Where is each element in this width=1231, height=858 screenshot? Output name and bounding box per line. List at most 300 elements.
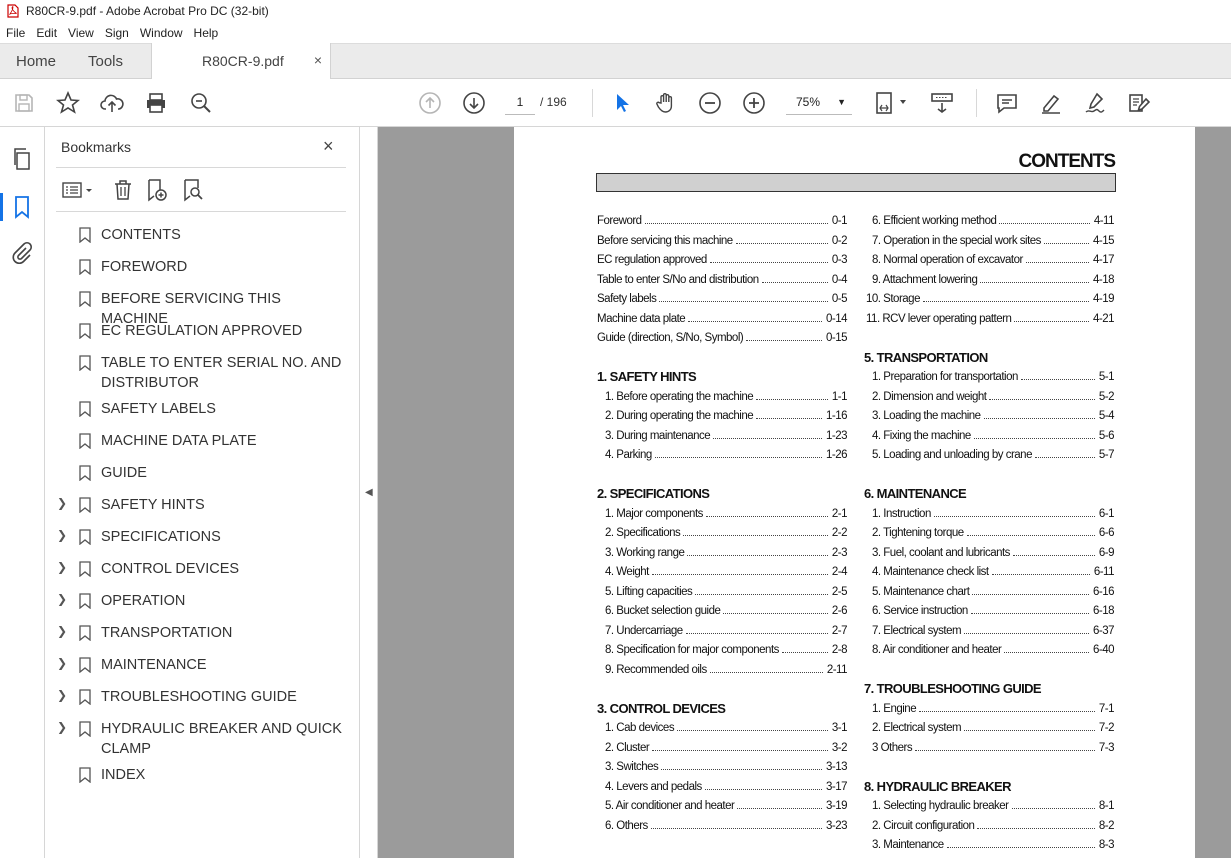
bookmark-star-icon[interactable] [56, 91, 80, 115]
toc-leader-dots [999, 223, 1089, 224]
toc-entry-page: 6-9 [1098, 546, 1114, 559]
toc-entry-page: 6-40 [1092, 644, 1114, 656]
toc-leader-dots [652, 574, 828, 575]
comment-icon[interactable] [995, 91, 1019, 115]
bookmark-icon [79, 433, 91, 449]
toc-entry[interactable] [597, 215, 847, 227]
select-cursor-icon[interactable] [610, 91, 634, 115]
toc-entry-title: Before servicing this machine [597, 234, 733, 247]
bookmark-label: BEFORE SERVICING THIS MACHINE [101, 291, 281, 327]
toc-entry-title: 2. During operating the machine [605, 410, 754, 422]
toc-leader-dots [655, 457, 822, 458]
toc-entry-page: 0-15 [825, 332, 847, 344]
page-count: / 196 [540, 95, 567, 109]
toc-entry-title: 4. Weight [605, 566, 649, 578]
bookmarks-icon[interactable] [10, 195, 34, 219]
chevron-right-icon[interactable]: ❯ [57, 624, 68, 638]
toc-entry-page: 3-19 [825, 800, 847, 812]
toc-leader-dots [687, 555, 828, 556]
toc-entry-title: 8. Normal operation of excavator [872, 254, 1023, 266]
document-viewport[interactable] [378, 127, 1231, 858]
toc-entry-page: 2-4 [831, 566, 847, 578]
toc-leader-dots [1044, 243, 1089, 244]
chevron-right-icon[interactable]: ❯ [57, 496, 68, 510]
toc-entry[interactable] [605, 625, 847, 637]
toc-entry-page: 2-1 [831, 507, 847, 520]
delete-bookmark-icon[interactable] [111, 178, 135, 202]
toolbar [0, 79, 1231, 127]
toc-section-heading: 8. HYDRAULIC BREAKER [864, 778, 1011, 794]
toc-entry-title: 2. Dimension and weight [872, 390, 987, 403]
page-heading: CONTENTS [1018, 151, 1115, 172]
toc-entry-page: 3-17 [825, 780, 847, 793]
zoom-value: 75% [796, 95, 821, 109]
toc-entry[interactable] [597, 332, 847, 344]
toc-leader-dots [746, 340, 822, 341]
toc-leader-dots [964, 730, 1095, 731]
toc-leader-dots [705, 789, 822, 790]
toc-entry[interactable] [605, 722, 847, 734]
toc-entry-page: 5-1 [1098, 371, 1114, 383]
toc-section-heading: 3. CONTROL DEVICES [597, 700, 726, 716]
upload-icon[interactable] [100, 91, 124, 115]
toc-entry[interactable] [872, 586, 1114, 598]
tab-bar [0, 43, 1231, 79]
chevron-right-icon[interactable]: ❯ [57, 592, 68, 606]
toc-entry-title: 1. Before operating the machine [605, 390, 754, 403]
toc-section-heading: 7. TROUBLESHOOTING GUIDE [864, 681, 1042, 696]
toc-entry-page: 5-4 [1098, 410, 1114, 422]
toc-entry[interactable] [605, 547, 847, 559]
toc-entry-page: 6-6 [1098, 527, 1114, 539]
toc-leader-dots [710, 672, 823, 673]
menu-help[interactable]: Help [193, 25, 219, 40]
toc-entry-title: 2. Specifications [605, 527, 681, 539]
toc-entry-page: 2-7 [831, 624, 847, 637]
bookmark-icon [79, 625, 91, 641]
toc-entry[interactable] [872, 566, 1114, 578]
bookmarks-panel [45, 127, 359, 858]
toc-entry-title: 8. Specification for major components [605, 644, 779, 656]
toc-entry-title: 1. Preparation for transportation [872, 371, 1018, 383]
toc-entry[interactable] [866, 313, 1114, 325]
toc-entry[interactable] [872, 430, 1114, 442]
toc-entry-page: 4-17 [1092, 254, 1114, 266]
toc-entry-page: 6-11 [1093, 566, 1114, 578]
toc-entry-title: 4. Parking [605, 449, 652, 461]
new-bookmark-icon[interactable] [145, 178, 169, 202]
bookmark-icon [79, 401, 91, 417]
toc-entry-title: 3. Fuel, coolant and lubricants [872, 546, 1010, 559]
bookmark-icon [79, 465, 91, 481]
active-indicator [0, 193, 3, 221]
collapse-panel-icon[interactable]: ◀ [365, 487, 373, 498]
toc-leader-dots [947, 847, 1095, 848]
tab-home[interactable]: Home [16, 53, 57, 70]
bookmark-icon [79, 689, 91, 705]
toc-entry-title: 3. Loading the machine [872, 410, 981, 422]
toc-entry[interactable] [872, 371, 1114, 383]
window-title: R80CR-9.pdf - Adobe Acrobat Pro DC (32-bit) [26, 4, 269, 18]
toc-entry[interactable] [605, 508, 847, 520]
menu-sign[interactable]: Sign [104, 25, 129, 40]
toc-leader-dots [661, 769, 822, 770]
bookmark-icon [79, 323, 91, 339]
toc-entry[interactable] [872, 742, 1114, 754]
toc-entry[interactable] [605, 644, 847, 656]
toc-entry-title: 2. Cluster [605, 741, 650, 754]
toc-entry-page: 3-1 [831, 722, 847, 734]
toc-entry[interactable] [605, 527, 847, 539]
bookmark-icon [79, 227, 91, 243]
toc-entry-title: 4. Levers and pedals [605, 780, 702, 793]
bookmark-search-icon[interactable] [181, 178, 205, 202]
heading-bar [596, 173, 1116, 192]
toc-entry[interactable] [605, 566, 847, 578]
toc-leader-dots [782, 652, 828, 653]
toc-entry[interactable] [597, 313, 847, 325]
toc-leader-dots [967, 535, 1095, 536]
toc-entry-page: 2-8 [831, 644, 847, 656]
toc-entry-title: Table to enter S/No and distribution [597, 273, 759, 286]
toc-entry[interactable] [872, 839, 1114, 851]
toc-leader-dots [1035, 457, 1095, 458]
toc-leader-dots [919, 711, 1095, 712]
toc-entry-title: EC regulation approved [597, 254, 707, 266]
toc-entry-page: 4-15 [1092, 234, 1114, 247]
chevron-right-icon[interactable]: ❯ [57, 528, 68, 542]
toc-entry-title: 1. Instruction [872, 507, 931, 520]
toc-leader-dots [713, 438, 822, 439]
toc-entry-page: 1-23 [825, 429, 847, 442]
toc-entry[interactable] [605, 391, 847, 403]
bookmark-label: MACHINE DATA PLATE [101, 433, 257, 449]
bookmark-label: CONTENTS [101, 227, 181, 243]
find-zoom-icon[interactable] [189, 91, 213, 115]
toc-leader-dots [980, 282, 1089, 283]
panel-divider [56, 167, 346, 168]
toc-entry-page: 0-5 [831, 293, 847, 305]
chevron-right-icon[interactable]: ❯ [57, 720, 68, 734]
bookmark-label: INDEX [101, 767, 146, 783]
toc-entry[interactable] [605, 664, 847, 676]
toc-entry[interactable] [872, 800, 1114, 812]
toc-entry[interactable] [872, 820, 1114, 832]
toc-entry[interactable] [872, 391, 1114, 403]
toc-leader-dots [756, 399, 828, 400]
toc-entry-title: 2. Circuit configuration [872, 819, 975, 832]
toc-entry-page: 7-2 [1098, 722, 1114, 734]
zoom-in-icon[interactable] [742, 91, 766, 115]
toc-entry[interactable] [597, 293, 847, 305]
bookmark-icon [79, 291, 91, 307]
toc-leader-dots [1012, 808, 1095, 809]
toc-leader-dots [1021, 379, 1095, 380]
scroll-mode-icon[interactable] [930, 91, 954, 115]
toc-entry-page: 5-2 [1098, 390, 1114, 403]
toc-leader-dots [659, 301, 828, 302]
toc-entry-page: 8-3 [1098, 839, 1114, 851]
toc-entry-title: 1. Engine [872, 702, 917, 715]
toc-entry-page: 6-16 [1092, 585, 1114, 598]
chevron-right-icon[interactable]: ❯ [57, 656, 68, 670]
toc-section-heading: 1. SAFETY HINTS [597, 369, 697, 384]
toc-leader-dots [1014, 321, 1089, 322]
toc-entry-title: Guide (direction, S/No, Symbol) [597, 332, 744, 344]
toc-entry[interactable] [605, 761, 847, 773]
toc-entry-page: 0-4 [831, 273, 847, 286]
toc-leader-dots [677, 730, 828, 731]
page-number-input[interactable]: 1 [505, 91, 535, 115]
title-bar [0, 0, 1231, 22]
toc-entry-title: Machine data plate [597, 312, 686, 325]
toc-leader-dots [756, 418, 822, 419]
toc-section-heading: 6. MAINTENANCE [864, 486, 967, 501]
toc-entry[interactable] [872, 508, 1114, 520]
toc-entry-title: 3. Maintenance [872, 839, 944, 851]
close-panel-icon[interactable]: × [323, 136, 334, 156]
bookmark-label: SPECIFICATIONS [101, 529, 221, 545]
page-thumbnails-icon[interactable] [10, 147, 34, 171]
toc-entry-page: 0-3 [831, 254, 847, 266]
toc-leader-dots [686, 633, 828, 634]
toc-entry-page: 4-19 [1092, 293, 1114, 305]
toc-leader-dots [964, 633, 1089, 634]
panel-divider [56, 211, 346, 212]
toc-entry[interactable] [597, 235, 847, 247]
toc-leader-dots [1004, 652, 1089, 653]
toc-entry-page: 6-18 [1092, 605, 1114, 617]
toc-entry-page: 3-2 [831, 741, 847, 754]
menu-window[interactable]: Window [139, 25, 183, 40]
menu-view[interactable]: View [68, 25, 94, 40]
bookmark-label: TABLE TO ENTER SERIAL NO. AND DISTRIBUTOR [101, 355, 342, 391]
toc-entry-title: 9. Recommended oils [605, 663, 707, 676]
zoom-out-icon[interactable] [698, 91, 722, 115]
toc-entry-title: 5. Maintenance chart [872, 585, 970, 598]
toc-entry-page: 2-3 [831, 546, 847, 559]
toc-leader-dots [736, 243, 828, 244]
attachments-icon[interactable] [10, 241, 34, 265]
bookmark-icon [79, 259, 91, 275]
toc-entry-title: 6. Service instruction [872, 605, 968, 617]
toc-entry-page: 2-2 [831, 527, 847, 539]
bookmark-label: SAFETY HINTS [101, 497, 205, 513]
toc-leader-dots [688, 321, 822, 322]
toc-leader-dots [737, 808, 822, 809]
bookmark-label: GUIDE [101, 465, 147, 481]
document-tab-label: R80CR-9.pdf [202, 53, 284, 69]
bookmark-icon [79, 355, 91, 371]
toc-entry[interactable] [872, 644, 1114, 656]
toc-entry-title: 7. Operation in the special work sites [872, 234, 1041, 247]
toc-entry[interactable] [872, 527, 1114, 539]
toc-entry-title: 6. Others [605, 819, 648, 832]
bookmark-label: EC REGULATION APPROVED [101, 323, 303, 339]
toc-leader-dots [915, 750, 1095, 751]
toc-entry[interactable] [872, 547, 1114, 559]
toc-entry[interactable] [872, 235, 1114, 247]
toc-entry-page: 5-6 [1098, 429, 1114, 442]
toc-entry-title: 3. Working range [605, 546, 685, 559]
toc-entry-page: 1-16 [825, 410, 847, 422]
toc-entry-page: 0-14 [825, 312, 847, 325]
toc-entry[interactable] [866, 293, 1114, 305]
toc-leader-dots [1026, 262, 1089, 263]
sign-icon[interactable] [1083, 91, 1107, 115]
chevron-right-icon[interactable]: ❯ [57, 560, 68, 574]
toc-entry[interactable] [605, 605, 847, 617]
pdf-page [514, 127, 1195, 858]
toc-entry-title: 7. Undercarriage [605, 624, 683, 637]
toc-leader-dots [695, 594, 828, 595]
tab-document[interactable] [151, 43, 331, 80]
toc-entry-title: 5. Air conditioner and heater [605, 800, 735, 812]
toc-leader-dots [710, 262, 828, 263]
toc-entry-page: 3-23 [825, 819, 847, 832]
toc-leader-dots [652, 750, 828, 751]
toc-entry[interactable] [872, 703, 1114, 715]
toc-entry[interactable] [872, 215, 1114, 227]
toc-entry-page: 2-11 [826, 663, 847, 676]
toolbar-divider [976, 89, 977, 117]
toc-entry-page: 8-1 [1098, 800, 1114, 812]
toc-leader-dots [645, 223, 828, 224]
toc-entry[interactable] [872, 274, 1114, 286]
menu-file[interactable]: File [6, 25, 26, 40]
toc-entry[interactable] [872, 254, 1114, 266]
toc-entry[interactable] [605, 820, 847, 832]
bookmark-label: FOREWORD [101, 259, 188, 275]
bookmark-icon [79, 529, 91, 545]
toc-entry-title: 10. Storage [866, 293, 920, 305]
highlight-icon[interactable] [1039, 91, 1063, 115]
toc-entry-page: 1-1 [831, 390, 847, 403]
toc-entry[interactable] [872, 625, 1114, 637]
toc-entry-page: 4-21 [1092, 312, 1114, 325]
toc-entry-title: 2. Tightening torque [872, 527, 964, 539]
chevron-right-icon[interactable]: ❯ [57, 688, 68, 702]
toc-leader-dots [992, 574, 1090, 575]
bookmark-options-icon[interactable] [61, 178, 97, 202]
bookmark-label: MAINTENANCE [101, 657, 207, 673]
toc-entry-title: 7. Electrical system [872, 624, 962, 637]
toc-entry-page: 4-11 [1093, 215, 1114, 227]
save-icon[interactable] [12, 91, 36, 115]
page-fit-icon[interactable] [874, 91, 910, 115]
bookmark-icon [79, 721, 91, 737]
toc-entry-title: 11. RCV lever operating pattern [866, 312, 1012, 325]
toc-entry[interactable] [597, 274, 847, 286]
toc-entry-page: 8-2 [1098, 819, 1114, 832]
toc-entry-page: 6-37 [1092, 624, 1114, 637]
toc-entry-title: 1. Selecting hydraulic breaker [872, 800, 1009, 812]
toc-leader-dots [974, 438, 1095, 439]
toc-leader-dots [706, 516, 828, 517]
prev-page-icon[interactable] [418, 91, 442, 115]
toc-entry[interactable] [605, 800, 847, 812]
toc-entry-title: 2. Electrical system [872, 722, 962, 734]
toc-entry[interactable] [605, 449, 847, 461]
bookmark-label: TROUBLESHOOTING GUIDE [101, 689, 297, 705]
toc-entry[interactable] [605, 410, 847, 422]
panel-splitter[interactable] [359, 127, 378, 858]
bookmark-icon [79, 497, 91, 513]
hand-icon[interactable] [654, 91, 678, 115]
toc-entry[interactable] [605, 781, 847, 793]
bookmark-icon [79, 593, 91, 609]
toc-leader-dots [683, 535, 828, 536]
toc-leader-dots [989, 399, 1094, 400]
toc-leader-dots [1013, 555, 1095, 556]
toc-entry[interactable] [872, 722, 1114, 734]
menu-bar [0, 22, 1231, 43]
toc-leader-dots [923, 301, 1089, 302]
toc-section-heading: 2. SPECIFICATIONS [597, 486, 710, 501]
bookmark-label: TRANSPORTATION [101, 625, 233, 641]
toc-entry[interactable] [872, 605, 1114, 617]
bookmark-label: OPERATION [101, 593, 186, 609]
toc-entry-title: Safety labels [597, 293, 657, 305]
bookmark-label: SAFETY LABELS [101, 401, 216, 417]
left-rail [0, 127, 45, 858]
toc-entry[interactable] [872, 449, 1114, 461]
toc-entry-page: 2-5 [831, 585, 847, 598]
toc-entry-page: 2-6 [831, 605, 847, 617]
acrobat-pdf-icon [6, 4, 20, 18]
toc-entry[interactable] [605, 586, 847, 598]
toc-entry-title: 3. Switches [605, 761, 659, 773]
toc-entry-title: 1. Major components [605, 507, 703, 520]
toc-entry[interactable] [605, 742, 847, 754]
toc-entry-title: 4. Maintenance check list [872, 566, 989, 578]
toc-leader-dots [723, 613, 828, 614]
toc-leader-dots [762, 282, 828, 283]
bookmark-icon [79, 561, 91, 577]
toc-entry-page: 0-2 [831, 234, 847, 247]
toc-entry-page: 3-13 [825, 761, 847, 773]
toc-entry[interactable] [872, 410, 1114, 422]
toc-entry-page: 7-1 [1098, 702, 1114, 715]
toc-entry-title: 8. Air conditioner and heater [872, 644, 1002, 656]
next-page-icon[interactable] [462, 91, 486, 115]
panel-title: Bookmarks [61, 139, 132, 155]
tab-tools[interactable]: Tools [88, 53, 124, 70]
zoom-select[interactable] [786, 91, 852, 115]
toc-leader-dots [977, 828, 1094, 829]
toc-entry-page: 4-18 [1092, 273, 1114, 286]
close-tab-icon[interactable]: × [313, 52, 322, 68]
edit-icon[interactable] [1127, 91, 1151, 115]
toc-entry-page: 6-1 [1098, 507, 1114, 520]
menu-edit[interactable]: Edit [36, 25, 58, 40]
toc-entry-page: 7-3 [1098, 741, 1114, 754]
toc-entry-page: 1-26 [825, 449, 847, 461]
bookmark-icon [79, 657, 91, 673]
toc-entry[interactable] [605, 430, 847, 442]
bookmark-label: HYDRAULIC BREAKER AND QUICK CLAMP [101, 721, 342, 757]
print-icon[interactable] [144, 91, 168, 115]
toc-leader-dots [984, 418, 1095, 419]
toc-entry-title: 3 Others [872, 741, 913, 754]
toc-entry[interactable] [597, 254, 847, 266]
toc-entry-title: 1. Cab devices [605, 722, 675, 734]
chevron-down-icon: ▼ [837, 97, 846, 107]
bookmark-icon [79, 767, 91, 783]
toolbar-divider [592, 89, 593, 117]
toc-entry-title: 4. Fixing the machine [872, 429, 971, 442]
toc-entry-page: 5-7 [1098, 449, 1114, 461]
